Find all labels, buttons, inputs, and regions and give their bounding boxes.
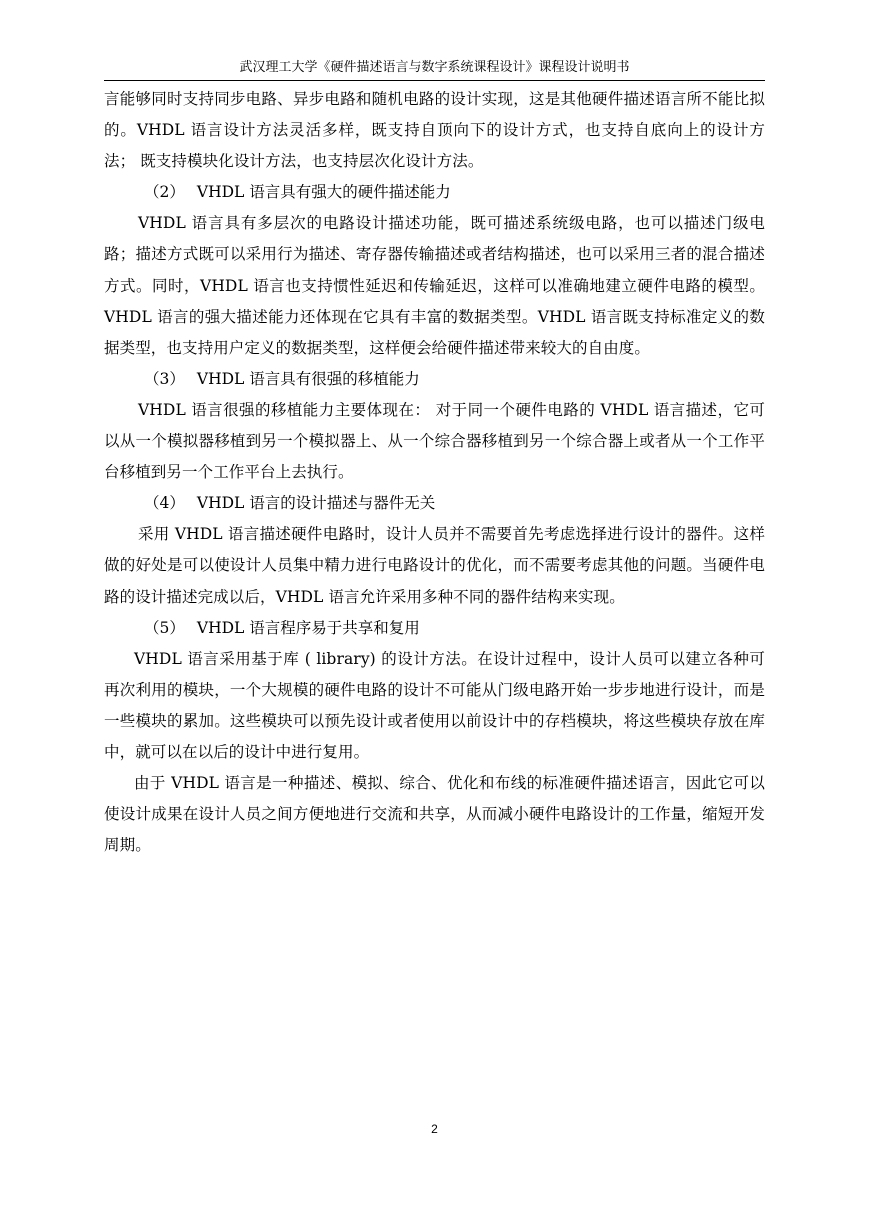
section-heading-2 [104, 177, 765, 208]
page-number: 2 [431, 1122, 438, 1136]
section-number: （5） [144, 618, 185, 637]
section-title: VHDL 语言具有很强的移植能力 [196, 369, 420, 388]
paragraph-conclusion: 由于 VHDL 语言是一种描述、模拟、综合、优化和布线的标准硬件描述语言，因此它可以使设计成果在设计人员之间方便地进行交流和共享，从而减小硬件电路设计的工作量，缩短开发周期。 [104, 774, 765, 855]
header-divider [104, 80, 765, 81]
section-title: VHDL 语言具有强大的硬件描述能力 [196, 183, 451, 202]
section-number: （4） [144, 494, 185, 513]
paragraph-portability: VHDL 语言很强的移植能力主要体现在： 对于同一个硬件电路的 VHDL 语言描述，它可以从一个模拟器移植到另一个模拟器上、从一个综合器移植到另一个综合器上或者从一个工作平台移植到另一个工作平台上去执行。 [104, 400, 765, 482]
paragraph-intro: 言能够同时支持同步电路、异步电路和随机电路的设计实现，这是其他硬件描述语言所不能比拟的。VHDL 语言设计方法灵活多样，既支持自顶向下的设计方式，也支持自底向上的设计方法； 既支持模块化设计方法，也支持层次化设计方法。 [104, 90, 765, 171]
paragraph-description-ability: VHDL 语言具有多层次的电路设计描述功能，既可描述系统级电路，也可以描述门级电路；描述方式既可以采用行为描述、寄存器传输描述或者结构描述，也可以采用三者的混合描述方式。同时，VHDL 语言也支持惯性延迟和传输延迟，这样可以准确地建立硬件电路的模型。VHDL 语言的强大描述能力还体现在它具有丰富的数据类型。VHDL 语言既支持标准定义的数据类型，也支持用户定义的数据类型，这样便会给硬件描述带来较大的自由度。 [104, 214, 765, 357]
section-number: （3） [144, 369, 185, 388]
document-body [104, 84, 765, 861]
section-number: （2） [144, 183, 185, 202]
section-heading-5 [104, 613, 765, 644]
section-heading-4 [104, 488, 765, 519]
page-header-title: 武汉理工大学《硬件描述语言与数字系统课程设计》课程设计说明书 [239, 60, 630, 75]
paragraph-reuse: VHDL 语言采用基于库 ( library) 的设计方法。在设计过程中，设计人员可以建立各种可再次利用的模块，一个大规模的硬件电路的设计不可能从门级电路开始一步步地进行设计，而是一些模块的累加。这些模块可以预先设计或者使用以前设计中的存档模块，将这些模块存放在库中，就可以在以后的设计中进行复用。 [104, 649, 765, 761]
section-title: VHDL 语言的设计描述与器件无关 [196, 494, 436, 513]
section-title: VHDL 语言程序易于共享和复用 [196, 618, 420, 637]
paragraph-device-independence: 采用 VHDL 语言描述硬件电路时，设计人员并不需要首先考虑选择进行设计的器件。这样做的好处是可以使设计人员集中精力进行电路设计的优化，而不需要考虑其他的问题。当硬件电路的设计描述完成以后，VHDL 语言允许采用多种不同的器件结构来实现。 [104, 525, 765, 606]
section-heading-3 [104, 364, 765, 395]
